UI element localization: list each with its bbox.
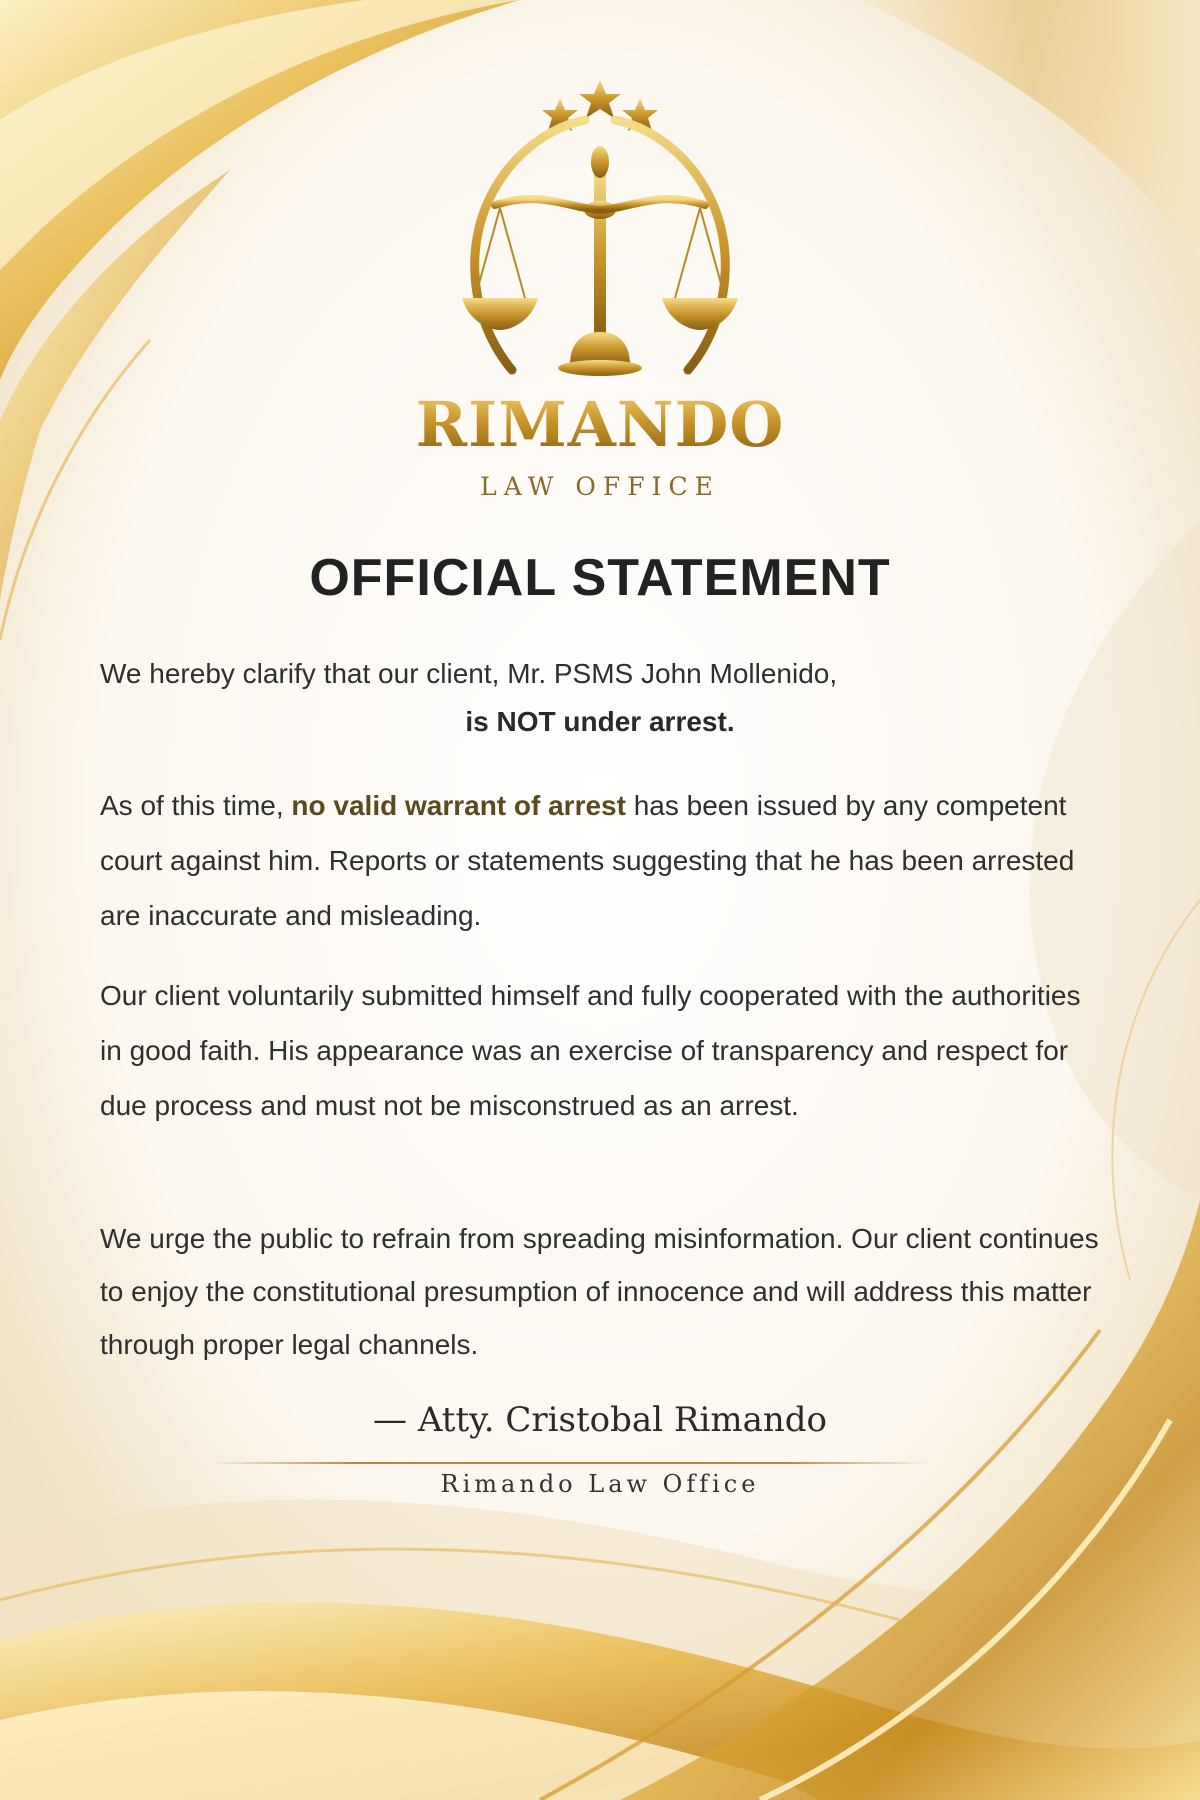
paragraph-no-warrant (100, 778, 1100, 943)
not-under-arrest-emphasis: is NOT under arrest. (465, 706, 735, 737)
signature-divider (210, 1462, 930, 1464)
no-warrant-highlight: no valid warrant of arrest (291, 790, 626, 821)
brand-name: RIMANDO (400, 388, 800, 461)
signature-office: Rimando Law Office (440, 1470, 760, 1498)
stars-icon (542, 80, 658, 131)
brand-subtitle: LAW OFFICE (480, 472, 720, 501)
paragraph-no-warrant-rest: has been issued by any competent court against him. Reports or statements suggesting that he has been arrested are inaccurate and misleading. (100, 790, 1075, 931)
paragraph-cooperation: Our client voluntarily submitted himself and fully cooperated with the authorities in good faith. His appearance was an exercise of transparency and respect for due process and must not be misconstrued as an arrest. (100, 980, 1081, 1121)
paragraph-no-warrant-lead: As of this time, (100, 790, 292, 821)
scales-of-justice-icon (400, 70, 800, 430)
paragraph-client-intro: We hereby clarify that our client, Mr. PSMS John Mollenido, (100, 658, 838, 689)
law-office-logo (400, 70, 800, 510)
paragraph-public-appeal: We urge the public to refrain from spreading misinformation. Our client continues to enjoy the constitutional presumption of innocence and will address this matter through proper legal channels. (100, 1223, 1099, 1360)
signature-name: — Atty. Cristobal Rimando (373, 1400, 827, 1440)
page-title: OFFICIAL STATEMENT (309, 549, 891, 607)
